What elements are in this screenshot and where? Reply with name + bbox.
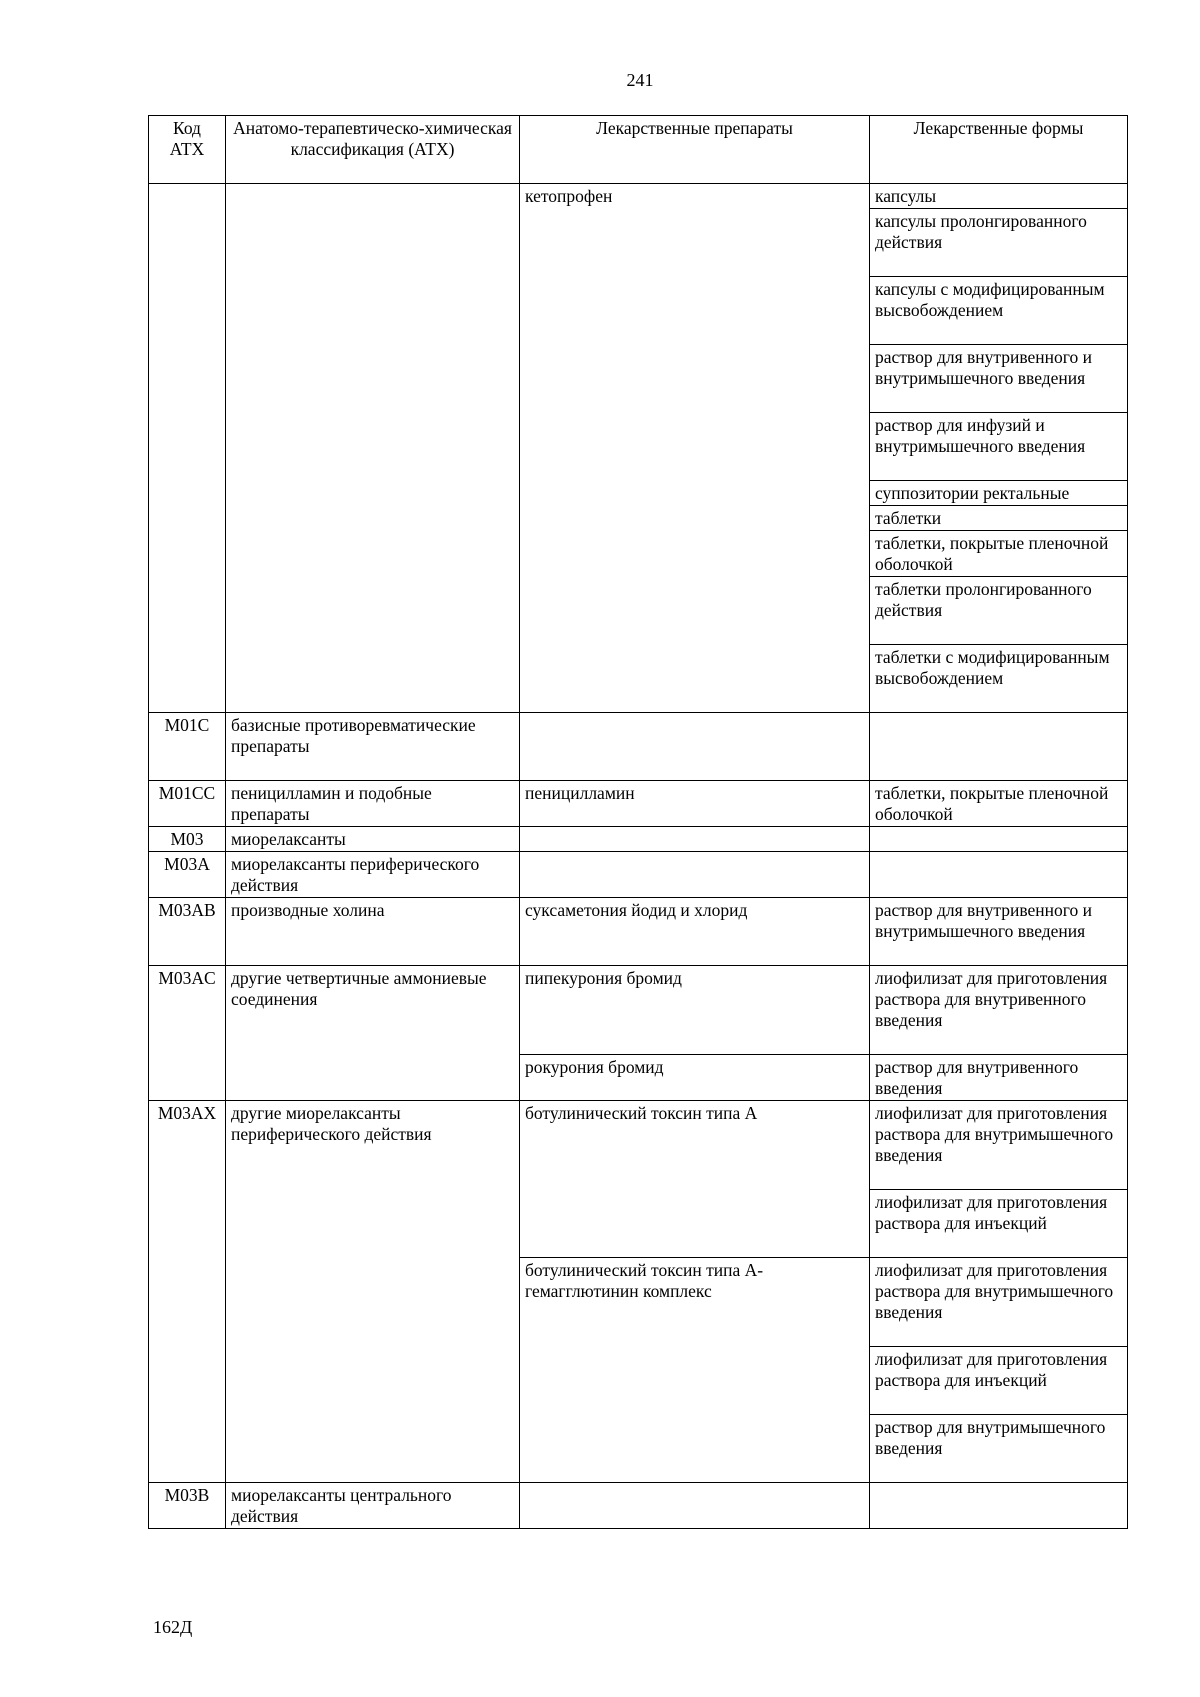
table-row bbox=[149, 184, 1128, 209]
classification-cell: пеницилламин и подобные препараты bbox=[226, 781, 520, 827]
form-cell: таблетки пролонгированного действия bbox=[870, 577, 1128, 645]
header-code: Код АТХ bbox=[149, 116, 226, 184]
form-cell: лиофилизат для приготовления раствора для внутримышечного введения bbox=[870, 1258, 1128, 1347]
document-footer-code: 162Д bbox=[153, 1617, 193, 1637]
classification-cell bbox=[226, 184, 520, 713]
header-classification: Анатомо-терапевтическо-химическая классификация (АТХ) bbox=[226, 116, 520, 184]
table-row bbox=[149, 966, 1128, 1055]
code-cell: M03AB bbox=[149, 898, 226, 966]
drug-cell bbox=[520, 713, 870, 781]
table-row bbox=[149, 713, 1128, 781]
code-cell: M03AX bbox=[149, 1101, 226, 1483]
table-row bbox=[149, 827, 1128, 852]
code-cell: M03 bbox=[149, 827, 226, 852]
classification-cell: миорелаксанты центрального действия bbox=[226, 1483, 520, 1529]
table-row bbox=[149, 1101, 1128, 1190]
classification-cell: базисные противоревматические препараты bbox=[226, 713, 520, 781]
drug-cell: суксаметония йодид и хлорид bbox=[520, 898, 870, 966]
drug-cell bbox=[520, 852, 870, 898]
classification-cell: другие четвертичные аммониевые соединения bbox=[226, 966, 520, 1101]
form-cell: капсулы пролонгированного действия bbox=[870, 209, 1128, 277]
header-forms: Лекарственные формы bbox=[870, 116, 1128, 184]
form-cell: лиофилизат для приготовления раствора для внутривенного введения bbox=[870, 966, 1128, 1055]
form-cell: раствор для внутривенного и внутримышечного введения bbox=[870, 898, 1128, 966]
form-cell bbox=[870, 827, 1128, 852]
drug-cell: рокурония бромид bbox=[520, 1055, 870, 1101]
classification-cell: миорелаксанты периферического действия bbox=[226, 852, 520, 898]
form-cell: капсулы с модифицированным высвобождением bbox=[870, 277, 1128, 345]
code-cell bbox=[149, 184, 226, 713]
code-cell: M03B bbox=[149, 1483, 226, 1529]
form-cell: таблетки bbox=[870, 506, 1128, 531]
form-cell: таблетки, покрытые пленочной оболочкой bbox=[870, 531, 1128, 577]
form-cell bbox=[870, 713, 1128, 781]
classification-cell: другие миорелаксанты периферического действия bbox=[226, 1101, 520, 1483]
drug-cell: кетопрофен bbox=[520, 184, 870, 713]
code-cell: M03AC bbox=[149, 966, 226, 1101]
form-cell bbox=[870, 852, 1128, 898]
form-cell: раствор для внутримышечного введения bbox=[870, 1415, 1128, 1483]
classification-cell: производные холина bbox=[226, 898, 520, 966]
form-cell: раствор для внутривенного и внутримышечного введения bbox=[870, 345, 1128, 413]
classification-cell: миорелаксанты bbox=[226, 827, 520, 852]
drug-cell: ботулинический токсин типа А bbox=[520, 1101, 870, 1258]
table-row bbox=[149, 1483, 1128, 1529]
form-cell: лиофилизат для приготовления раствора для внутримышечного введения bbox=[870, 1101, 1128, 1190]
form-cell: раствор для внутривенного введения bbox=[870, 1055, 1128, 1101]
code-cell: M03A bbox=[149, 852, 226, 898]
form-cell: таблетки, покрытые пленочной оболочкой bbox=[870, 781, 1128, 827]
header-drugs: Лекарственные препараты bbox=[520, 116, 870, 184]
form-cell bbox=[870, 1483, 1128, 1529]
code-cell: M01CC bbox=[149, 781, 226, 827]
table-row bbox=[149, 898, 1128, 966]
table-row bbox=[149, 852, 1128, 898]
form-cell: раствор для инфузий и внутримышечного введения bbox=[870, 413, 1128, 481]
form-cell: капсулы bbox=[870, 184, 1128, 209]
code-cell: M01C bbox=[149, 713, 226, 781]
drug-cell bbox=[520, 1483, 870, 1529]
drug-cell: ботулинический токсин типа А-гемагглютинин комплекс bbox=[520, 1258, 870, 1483]
form-cell: суппозитории ректальные bbox=[870, 481, 1128, 506]
form-cell: лиофилизат для приготовления раствора для инъекций bbox=[870, 1347, 1128, 1415]
table-row bbox=[149, 781, 1128, 827]
table-header-row bbox=[149, 116, 1128, 184]
drug-cell: пеницилламин bbox=[520, 781, 870, 827]
drug-cell bbox=[520, 827, 870, 852]
form-cell: лиофилизат для приготовления раствора для инъекций bbox=[870, 1190, 1128, 1258]
drug-cell: пипекурония бромид bbox=[520, 966, 870, 1055]
page-number: 241 bbox=[626, 70, 654, 90]
form-cell: таблетки с модифицированным высвобождением bbox=[870, 645, 1128, 713]
atx-table bbox=[148, 115, 1128, 1529]
